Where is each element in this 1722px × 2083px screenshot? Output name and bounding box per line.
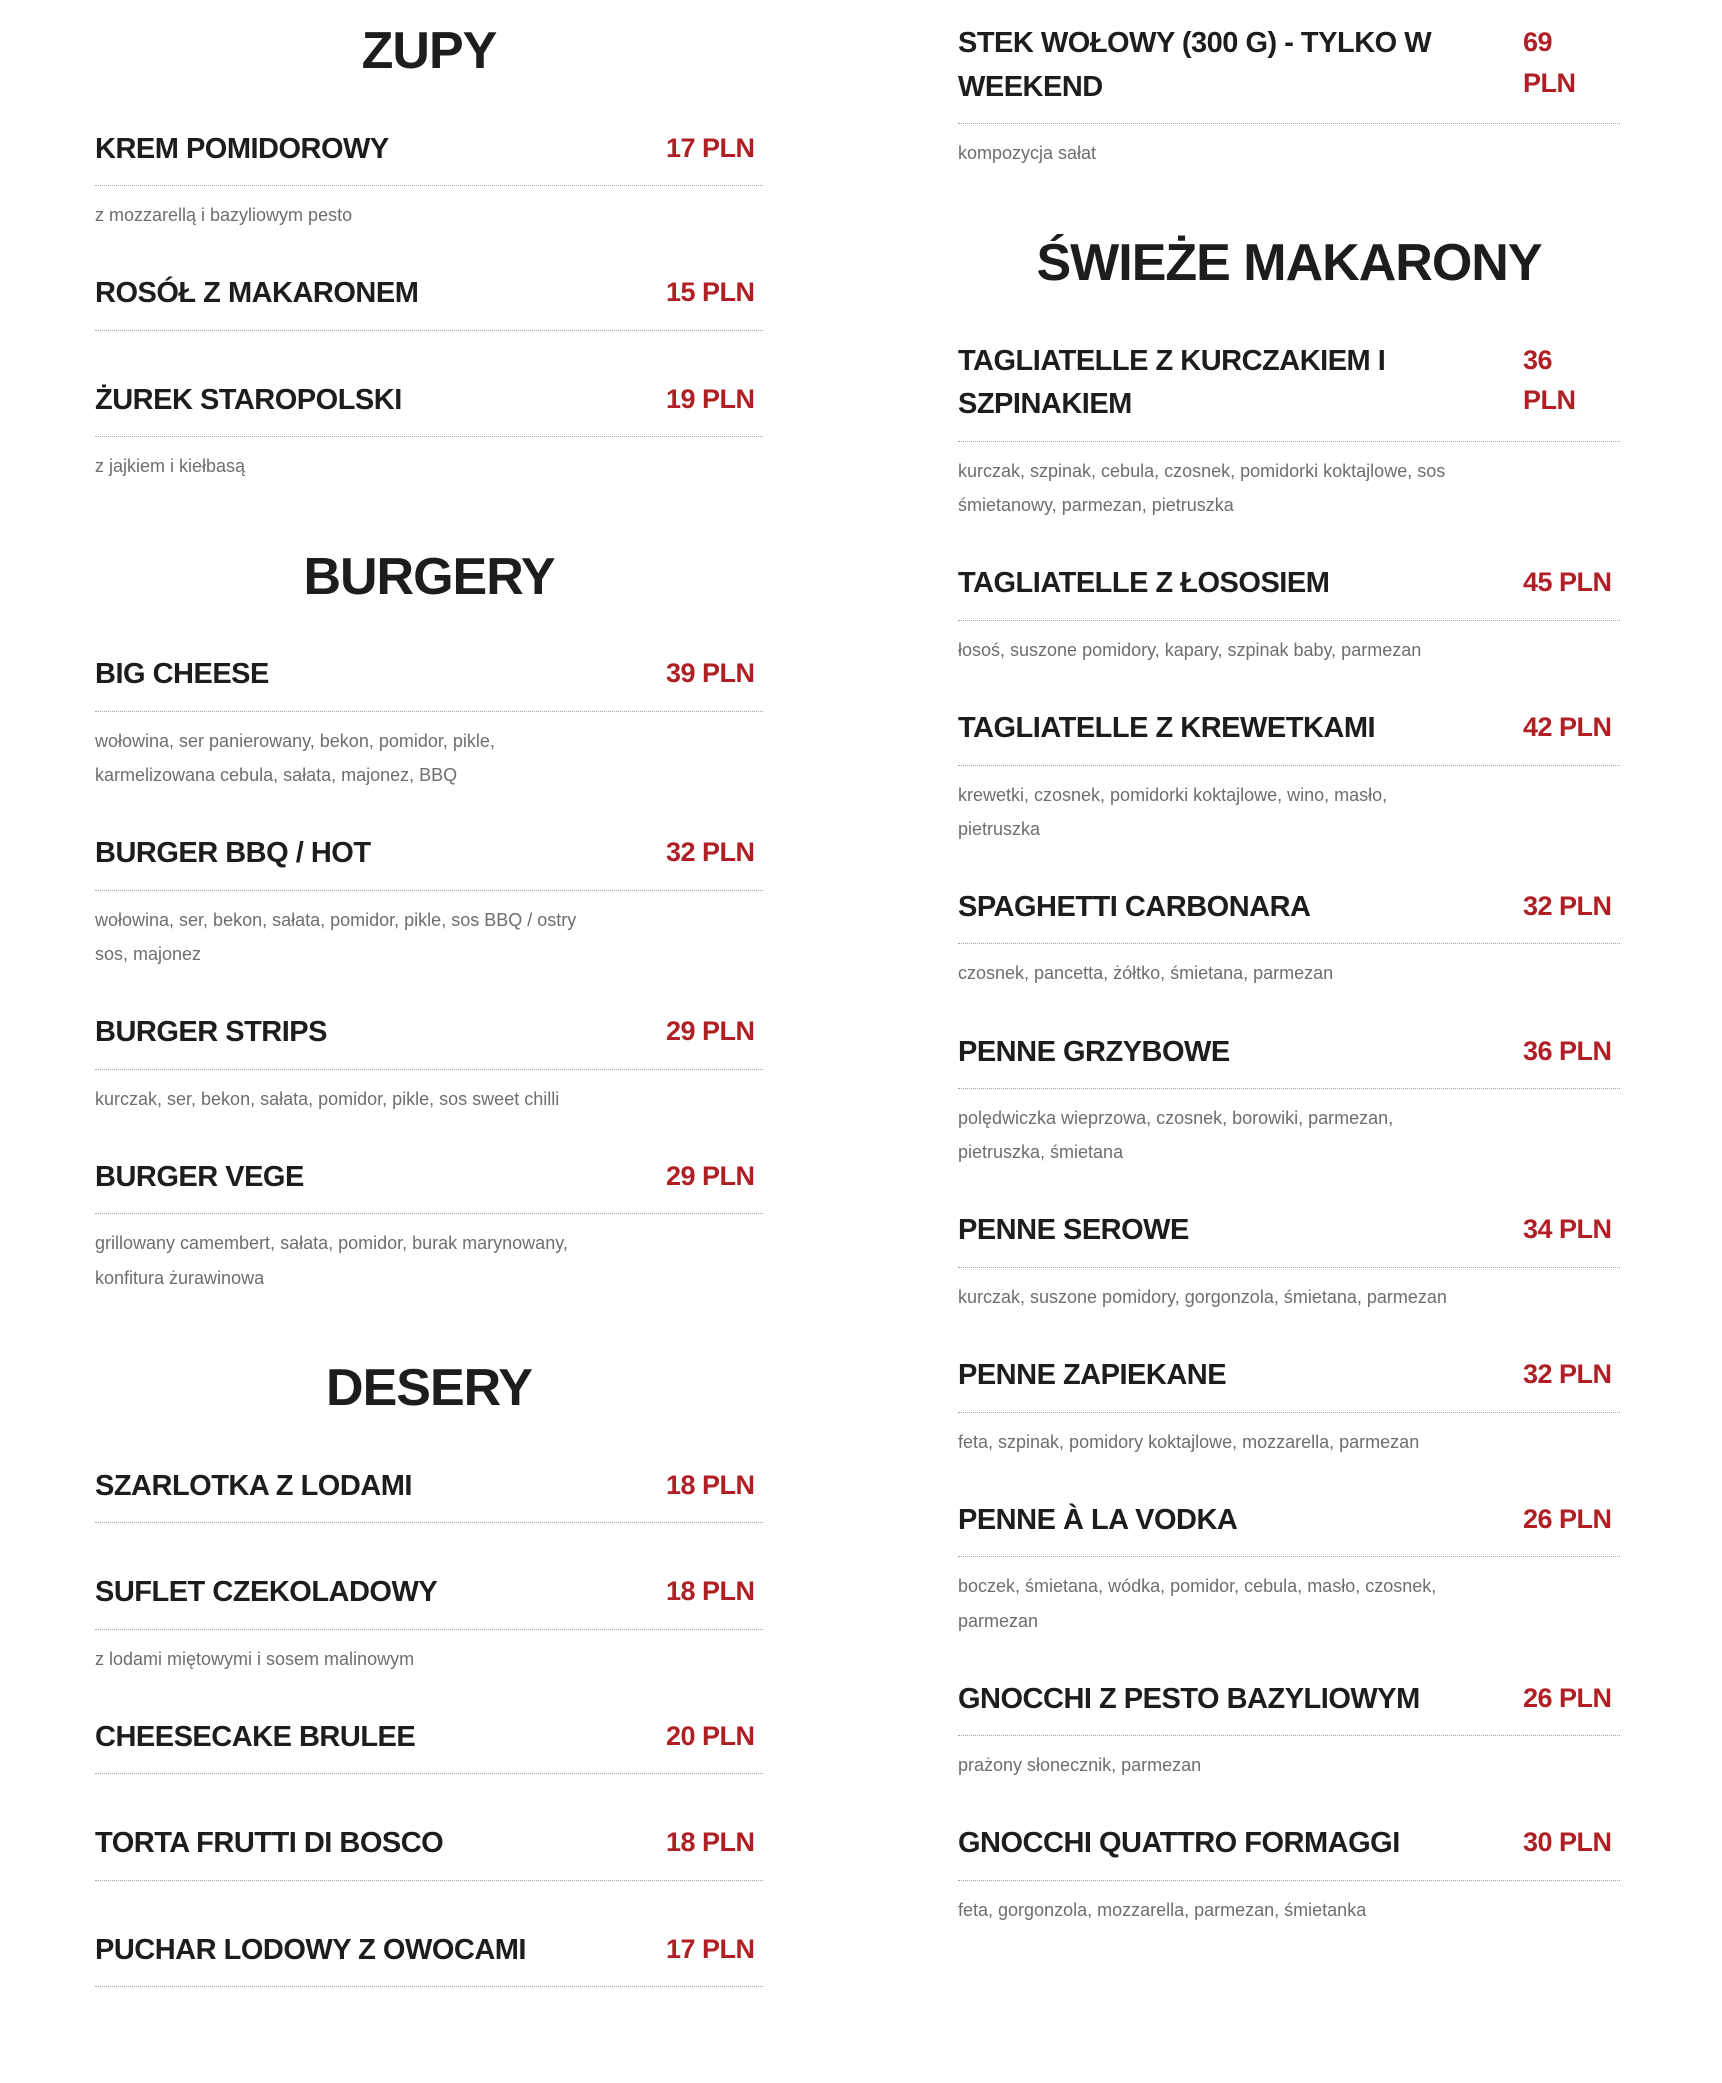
item-name: PENNE GRZYBOWE: [958, 1035, 1230, 1068]
section-swieze-makarony: [958, 234, 1620, 1927]
left-column: [95, 22, 763, 2035]
item-head: [958, 340, 1620, 442]
item-description: krewetki, czosnek, pomidorki koktajlowe, wino, masło, pietruszka: [958, 784, 1388, 839]
item-head: [95, 832, 763, 891]
item-price: 30 PLN: [1523, 1827, 1612, 1858]
item-description: feta, szpinak, pomidory koktajlowe, mozzarella, parmezan: [958, 1431, 1420, 1452]
section-burgery: [95, 548, 763, 1295]
item-price: 39 PLN: [666, 658, 755, 689]
item-head: [958, 886, 1620, 945]
item-head: [95, 653, 763, 712]
item-head: [958, 1499, 1620, 1558]
section-title: BURGERY: [303, 547, 555, 606]
menu-item: [958, 886, 1620, 991]
item-head: [95, 128, 763, 187]
item-name: BURGER STRIPS: [95, 1016, 327, 1049]
menu-item: [95, 653, 763, 792]
item-price: 42 PLN: [1523, 712, 1612, 743]
section-desery: [95, 1359, 763, 1987]
item-description: kurczak, ser, bekon, sałata, pomidor, pikle, sos sweet chilli: [95, 1088, 560, 1109]
item-price: 36 PLN: [1523, 344, 1576, 416]
item-price: 18 PLN: [666, 1827, 755, 1858]
item-price: 29 PLN: [666, 1160, 755, 1191]
menu-item: [958, 1499, 1620, 1638]
item-price: 36 PLN: [1523, 1035, 1612, 1066]
item-name: GNOCCHI QUATTRO FORMAGGI: [958, 1827, 1400, 1860]
item-description: wołowina, ser panierowany, bekon, pomidor, pikle, karmelizowana cebula, sałata, majonez, BBQ: [95, 730, 495, 786]
item-price: 32 PLN: [666, 837, 755, 868]
item-head: [958, 707, 1620, 766]
item-price: 17 PLN: [666, 132, 755, 163]
item-head: [958, 1209, 1620, 1268]
item-price: 32 PLN: [1523, 890, 1612, 921]
item-description: wołowina, ser, bekon, sałata, pomidor, pikle, sos BBQ / ostry sos, majonez: [95, 909, 577, 965]
item-head: [958, 1031, 1620, 1090]
menu-item: [95, 379, 763, 484]
item-name: TAGLIATELLE Z ŁOSOSIEM: [958, 567, 1330, 600]
menu-item: [95, 832, 763, 971]
item-price: 26 PLN: [1523, 1682, 1612, 1713]
item-price: 29 PLN: [666, 1016, 755, 1047]
menu-item: [958, 1822, 1620, 1927]
item-head: [95, 1571, 763, 1630]
item-price: 18 PLN: [666, 1576, 755, 1607]
item-name: CHEESECAKE BRULEE: [95, 1720, 416, 1753]
menu-item: [958, 340, 1620, 522]
menu-item: [958, 1031, 1620, 1170]
item-name: PUCHAR LODOWY Z OWOCAMI: [95, 1933, 526, 1966]
item-name: SPAGHETTI CARBONARA: [958, 890, 1311, 923]
item-price: 45 PLN: [1523, 567, 1612, 598]
item-price: 18 PLN: [666, 1469, 755, 1500]
item-description: kurczak, suszone pomidory, gorgonzola, śmietana, parmezan: [958, 1286, 1447, 1307]
item-description: czosnek, pancetta, żółtko, śmietana, parmezan: [958, 963, 1334, 984]
menu-item: [95, 1011, 763, 1116]
item-description: z mozzarellą i bazyliowym pesto: [95, 205, 353, 226]
item-name: BURGER BBQ / HOT: [95, 837, 371, 870]
menu-item: [958, 22, 1620, 170]
item-description: z jajkiem i kiełbasą: [95, 456, 246, 477]
item-head: [95, 1716, 763, 1775]
item-head: [958, 1678, 1620, 1737]
menu-item: [95, 1822, 763, 1881]
item-description: grillowany camembert, sałata, pomidor, burak marynowany, konfitura żurawinowa: [95, 1233, 568, 1288]
item-name: SUFLET CZEKOLADOWY: [95, 1576, 438, 1609]
item-description: łosoś, suszone pomidory, kapary, szpinak baby, parmezan: [958, 639, 1422, 660]
item-description: z lodami miętowymi i sosem malinowym: [95, 1648, 415, 1669]
item-description: polędwiczka wieprzowa, czosnek, borowiki, parmezan, pietruszka, śmietana: [958, 1108, 1394, 1163]
item-price: 20 PLN: [666, 1720, 755, 1751]
item-name: SZARLOTKA Z LODAMI: [95, 1469, 412, 1502]
item-description: kurczak, szpinak, cebula, czosnek, pomidorki koktajlowe, sos śmietanowy, parmezan, pietruszka: [958, 460, 1446, 516]
item-description: prażony słonecznik, parmezan: [958, 1755, 1202, 1776]
item-head: [95, 379, 763, 438]
item-head: [95, 1822, 763, 1881]
item-price: 17 PLN: [666, 1933, 755, 1964]
item-head: [95, 272, 763, 331]
item-head: [95, 1465, 763, 1524]
menu-item: [95, 1716, 763, 1775]
menu-item: [958, 707, 1620, 846]
menu-item: [95, 128, 763, 233]
item-name: PENNE SEROWE: [958, 1214, 1189, 1247]
item-head: [95, 1156, 763, 1215]
item-head: [958, 1354, 1620, 1413]
item-name: TAGLIATELLE Z KREWETKAMI: [958, 712, 1376, 745]
item-name: ROSÓŁ Z MAKARONEM: [95, 277, 419, 310]
item-head: [958, 22, 1620, 124]
item-name: TAGLIATELLE Z KURCZAKIEM I SZPINAKIEM: [958, 344, 1386, 421]
menu-item: [95, 1465, 763, 1524]
item-name: GNOCCHI Z PESTO BAZYLIOWYM: [958, 1682, 1420, 1715]
item-head: [95, 1011, 763, 1070]
item-name: TORTA FRUTTI DI BOSCO: [95, 1827, 444, 1860]
item-price: 19 PLN: [666, 383, 755, 414]
item-name: STEK WOŁOWY (300 G) - TYLKO W WEEKEND: [958, 27, 1432, 103]
section-zupy: [95, 22, 763, 484]
item-description: boczek, śmietana, wódka, pomidor, cebula, masło, czosnek, parmezan: [958, 1576, 1437, 1631]
menu-item: [95, 1571, 763, 1676]
menu-item: [958, 1354, 1620, 1459]
item-price: 34 PLN: [1523, 1214, 1612, 1245]
menu-item: [958, 562, 1620, 667]
item-price: 32 PLN: [1523, 1359, 1612, 1390]
menu-item: [958, 1209, 1620, 1314]
item-price: 26 PLN: [1523, 1503, 1612, 1534]
section-title: ZUPY: [361, 22, 497, 80]
item-name: BIG CHEESE: [95, 658, 269, 691]
section-title: ŚWIEŻE MAKARONY: [1036, 234, 1542, 293]
item-name: ŻUREK STAROPOLSKI: [95, 383, 402, 416]
item-head: [95, 1929, 763, 1988]
menu-item: [95, 272, 763, 331]
item-description: feta, gorgonzola, mozzarella, parmezan, śmietanka: [958, 1899, 1367, 1920]
menu-item: [95, 1929, 763, 1988]
item-name: KREM POMIDOROWY: [95, 132, 389, 165]
right-column: [958, 22, 1620, 2035]
item-name: PENNE À LA VODKA: [958, 1503, 1238, 1536]
menu-item: [95, 1156, 763, 1295]
item-price: 69 PLN: [1523, 27, 1576, 98]
item-head: [958, 1822, 1620, 1881]
item-name: BURGER VEGE: [95, 1160, 304, 1193]
item-name: PENNE ZAPIEKANE: [958, 1359, 1227, 1392]
item-price: 15 PLN: [666, 277, 755, 308]
menu-item: [958, 1678, 1620, 1783]
item-description: kompozycja sałat: [958, 143, 1097, 163]
section-title: DESERY: [326, 1358, 532, 1417]
item-head: [958, 562, 1620, 621]
